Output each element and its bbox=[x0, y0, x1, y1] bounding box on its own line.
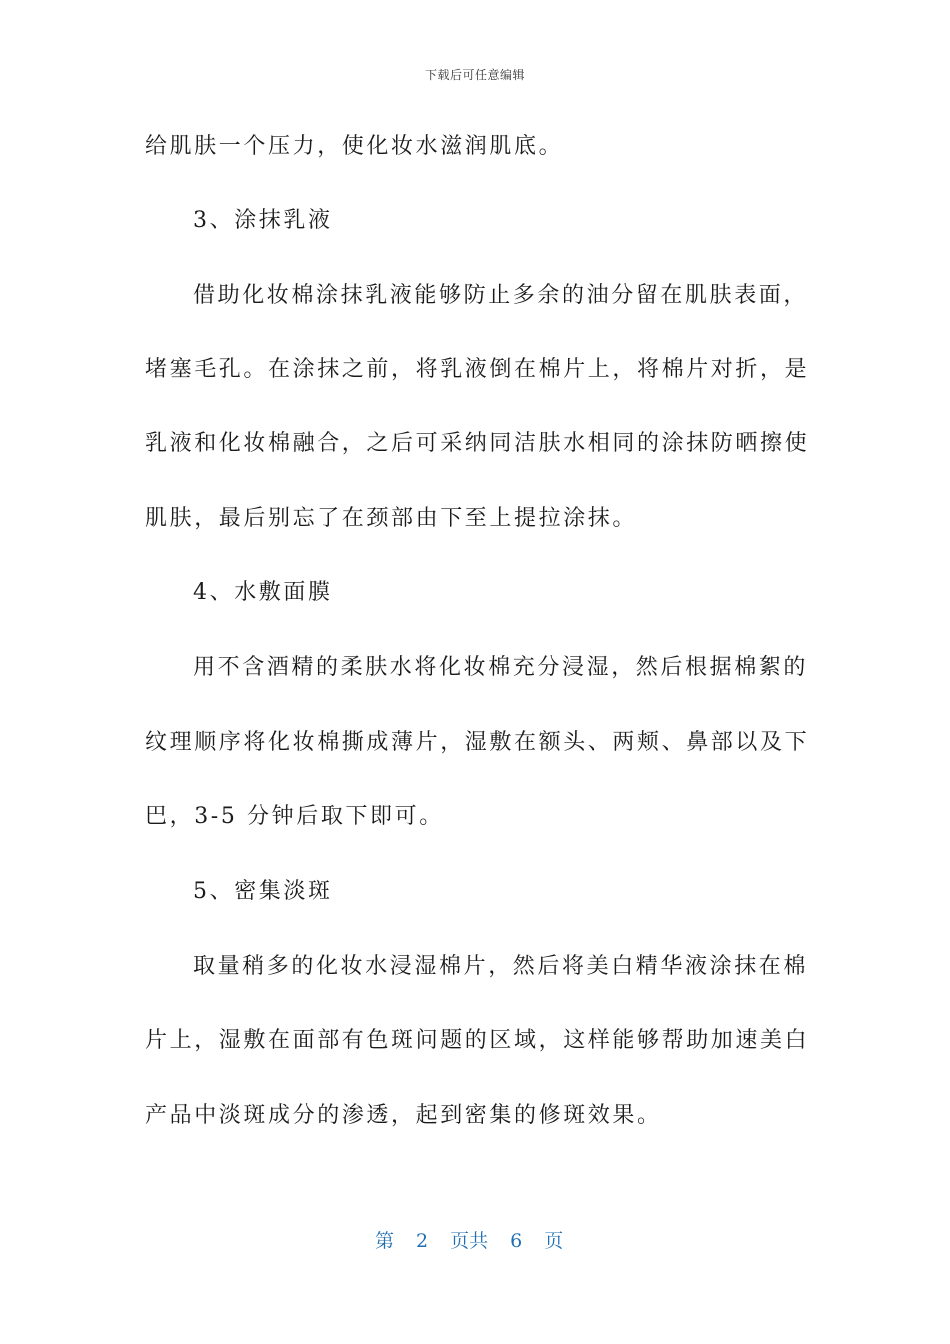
paragraph-line: 乳液和化妆棉融合，之后可采纳同洁肤水相同的涂抹防晒擦使 bbox=[145, 431, 810, 456]
paragraph-line: 片上，湿敷在面部有色斑问题的区域，这样能够帮助加速美白 bbox=[145, 1028, 810, 1053]
paragraph-line: 给肌肤一个压力，使化妆水滋润肌底。 bbox=[145, 134, 564, 159]
paragraph-line: 借助化妆棉涂抹乳液能够防止多余的油分留在肌肤表面， bbox=[193, 283, 809, 308]
paragraph-line: 取量稍多的化妆水浸湿棉片，然后将美白精华液涂抹在棉 bbox=[193, 954, 809, 979]
paragraph-line: 纹理顺序将化妆棉撕成薄片，湿敷在额头、两颊、鼻部以及下 bbox=[145, 730, 810, 755]
section-heading: 3、涂抹乳液 bbox=[193, 208, 333, 233]
total-pages-number: 6 bbox=[510, 1230, 523, 1252]
paragraph-line: 巴，3-5 分钟后取下即可。 bbox=[145, 804, 444, 829]
section-heading: 4、水敷面膜 bbox=[193, 580, 333, 605]
page-footer bbox=[375, 1226, 563, 1253]
page-footer-suffix: 页 bbox=[544, 1230, 564, 1252]
section-heading: 5、密集淡斑 bbox=[193, 879, 333, 904]
paragraph-line: 用不含酒精的柔肤水将化妆棉充分浸湿，然后根据棉絮的 bbox=[193, 655, 809, 680]
paragraph-line: 产品中淡斑成分的渗透，起到密集的修斑效果。 bbox=[145, 1103, 662, 1128]
paragraph-line: 堵塞毛孔。在涂抹之前，将乳液倒在棉片上，将棉片对折，是 bbox=[145, 357, 810, 382]
paragraph-line: 肌肤，最后别忘了在颈部由下至上提拉涂抹。 bbox=[145, 506, 638, 531]
current-page-number: 2 bbox=[416, 1230, 429, 1252]
page-footer-middle: 页共 bbox=[450, 1230, 489, 1252]
page-header: 下载后可任意编辑 bbox=[424, 68, 525, 82]
page-footer-prefix: 第 bbox=[375, 1230, 395, 1252]
